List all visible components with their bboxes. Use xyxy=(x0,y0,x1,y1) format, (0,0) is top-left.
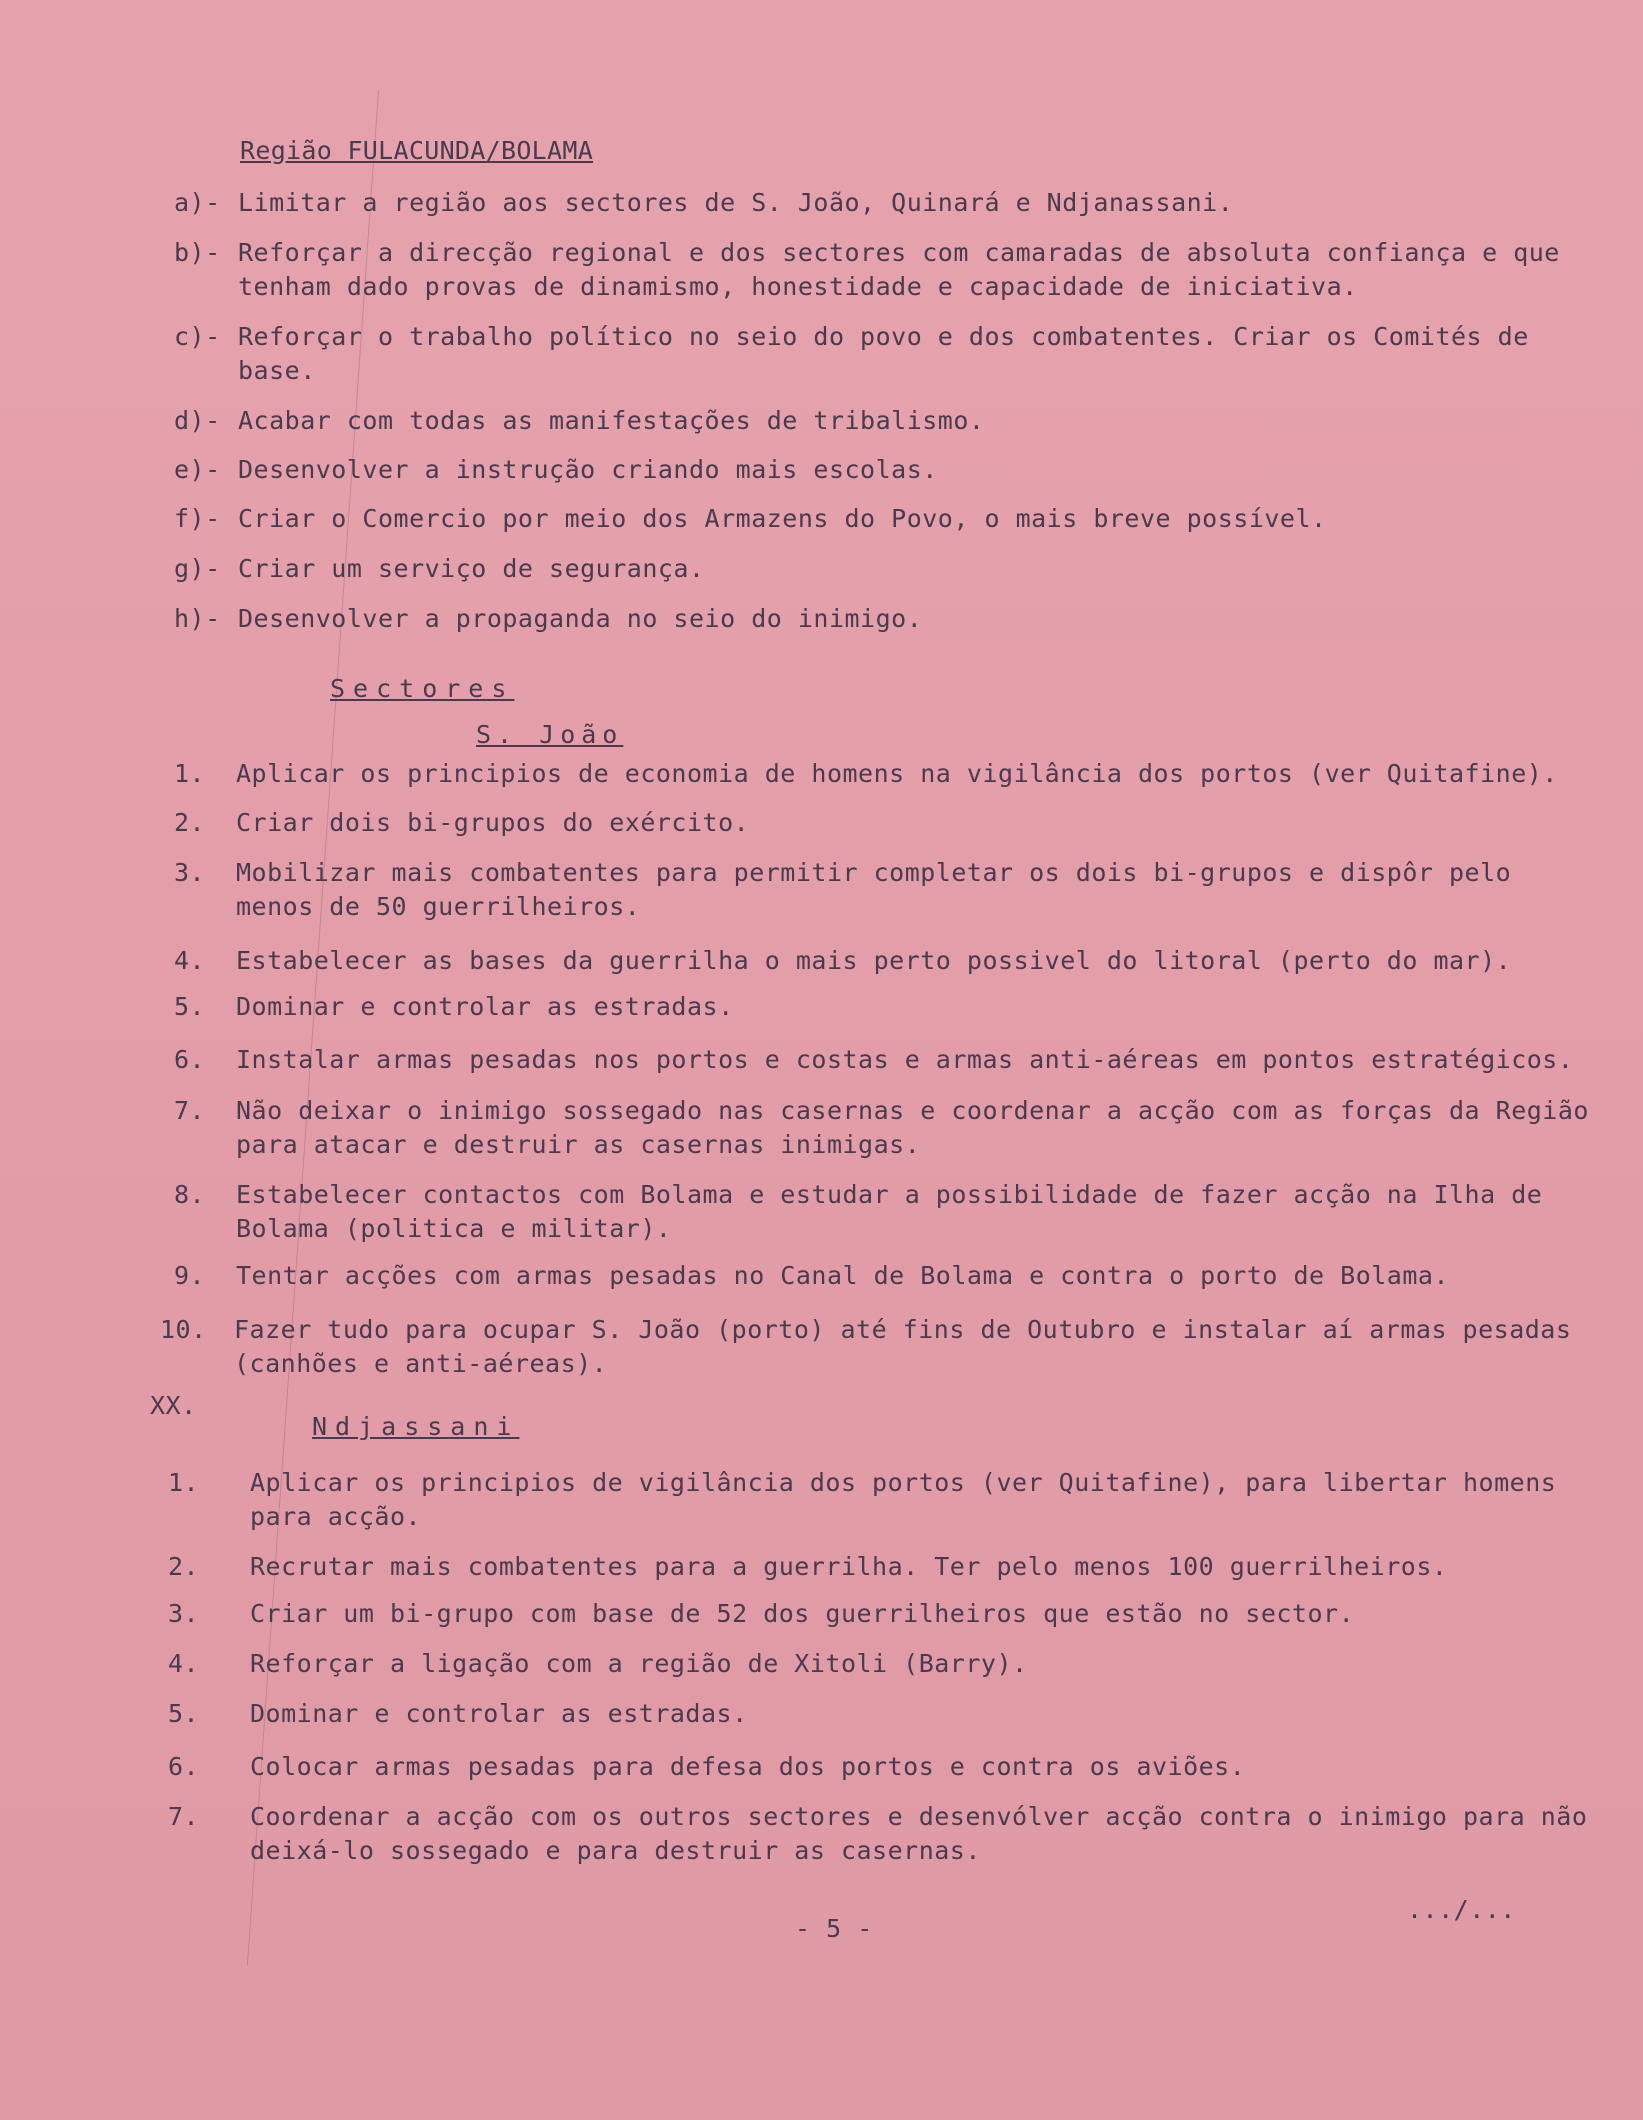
item-text: Acabar com todas as manifestações de tribalismo. xyxy=(238,406,985,435)
region-item-e xyxy=(174,453,1594,487)
item-text: Limitar a região aos sectores de S. João, Quinará e Ndjanassani. xyxy=(238,188,1234,217)
region-item-g xyxy=(174,552,1594,586)
sjoao-item-4 xyxy=(174,944,1594,978)
region-item-f xyxy=(174,502,1594,536)
item-text: Criar dois bi-grupos do exército. xyxy=(236,808,750,837)
continuation-mark: .../... xyxy=(1407,1895,1516,1924)
item-label: 5. xyxy=(168,1699,200,1728)
item-label: 1. xyxy=(174,759,206,788)
item-label: a)- xyxy=(174,188,221,217)
item-text: Instalar armas pesadas nos portos e costas e armas anti-aéreas em pontos estratégicos. xyxy=(236,1045,1574,1074)
item-text: Recrutar mais combatentes para a guerrilha. Ter pelo menos 100 guerrilheiros. xyxy=(250,1552,1448,1581)
ndjassani-item-1 xyxy=(168,1466,1594,1534)
item-text: Dominar e controlar as estradas. xyxy=(250,1699,748,1728)
sjoao-item-5 xyxy=(174,990,1594,1024)
sjoao-item-7 xyxy=(174,1094,1594,1162)
item-label: f)- xyxy=(174,504,221,533)
item-label: 4. xyxy=(168,1649,200,1678)
sjoao-item-2 xyxy=(174,806,1594,840)
item-text: Colocar armas pesadas para defesa dos portos e contra os aviões. xyxy=(250,1752,1246,1781)
item-label: 2. xyxy=(168,1552,200,1581)
ndjassani-item-5 xyxy=(168,1697,1594,1731)
item-label: d)- xyxy=(174,406,221,435)
item-text: Criar o Comercio por meio dos Armazens do Povo, o mais breve possível. xyxy=(238,504,1327,533)
sjoao-item-1 xyxy=(174,757,1594,791)
sjoao-item-6 xyxy=(174,1043,1594,1077)
item-label: c)- xyxy=(174,322,221,351)
section-marker: XX. xyxy=(150,1391,197,1420)
item-label: e)- xyxy=(174,455,221,484)
region-item-d xyxy=(174,404,1594,438)
sector-sjoao-heading: S. João xyxy=(476,720,624,749)
item-text: Dominar e controlar as estradas. xyxy=(236,992,734,1021)
item-text: Não deixar o inimigo sossegado nas casernas e coordenar a acção com as forças da Região para atacar e destruir as casernas inimigas. xyxy=(236,1096,1589,1159)
item-text: Tentar acções com armas pesadas no Canal de Bolama e contra o porto de Bolama. xyxy=(236,1261,1449,1290)
item-label: g)- xyxy=(174,554,221,583)
region-title: Região FULACUNDA/BOLAMA xyxy=(240,136,594,165)
item-text: Desenvolver a propaganda no seio do inimigo. xyxy=(238,604,923,633)
page-number: - 5 - xyxy=(795,1914,873,1943)
item-text: Mobilizar mais combatentes para permitir completar os dois bi-grupos e dispôr pelo menos de 50 guerrilheiros. xyxy=(236,858,1512,921)
item-text: Reforçar a ligação com a região de Xitoli (Barry). xyxy=(250,1649,1028,1678)
item-label: 6. xyxy=(168,1752,200,1781)
item-text: Criar um serviço de segurança. xyxy=(238,554,705,583)
item-label: 4. xyxy=(174,946,206,975)
item-text: Estabelecer as bases da guerrilha o mais perto possivel do litoral (perto do mar). xyxy=(236,946,1512,975)
sjoao-item-3 xyxy=(174,856,1594,924)
item-text: Coordenar a acção com os outros sectores e desenvólver acção contra o inimigo para não deixá-lo sossegado e para destruir as casernas. xyxy=(250,1802,1588,1865)
item-text: Criar um bi-grupo com base de 52 dos guerrilheiros que estão no sector. xyxy=(250,1599,1355,1628)
item-text: Aplicar os principios de economia de homens na vigilância dos portos (ver Quitafine). xyxy=(236,759,1558,788)
item-text: Desenvolver a instrução criando mais escolas. xyxy=(238,455,938,484)
sjoao-item-9 xyxy=(174,1259,1594,1293)
sectores-heading: Sectores xyxy=(330,674,515,703)
item-label: b)- xyxy=(174,238,221,267)
item-label: 7. xyxy=(168,1802,200,1831)
item-label: 3. xyxy=(168,1599,200,1628)
item-label: 3. xyxy=(174,858,206,887)
region-item-h xyxy=(174,602,1594,636)
ndjassani-item-6 xyxy=(168,1750,1594,1784)
ndjassani-item-2 xyxy=(168,1550,1594,1584)
region-item-a xyxy=(174,186,1594,220)
region-item-b xyxy=(174,236,1594,304)
item-text: Estabelecer contactos com Bolama e estudar a possibilidade de fazer acção na Ilha de Bolama (politica e militar). xyxy=(236,1180,1543,1243)
item-label: 7. xyxy=(174,1096,206,1125)
item-label: 6. xyxy=(174,1045,206,1074)
sjoao-item-10 xyxy=(160,1313,1594,1381)
region-item-c xyxy=(174,320,1594,388)
item-label: 10. xyxy=(160,1315,207,1344)
item-label: 5. xyxy=(174,992,206,1021)
item-text: Aplicar os principios de vigilância dos portos (ver Quitafine), para libertar homens para acção. xyxy=(250,1468,1557,1531)
ndjassani-item-3 xyxy=(168,1597,1594,1631)
sjoao-item-8 xyxy=(174,1178,1594,1246)
item-label: 9. xyxy=(174,1261,206,1290)
item-label: 2. xyxy=(174,808,206,837)
item-label: h)- xyxy=(174,604,221,633)
ndjassani-item-4 xyxy=(168,1647,1594,1681)
ndjassani-item-7 xyxy=(168,1800,1594,1868)
item-label: 1. xyxy=(168,1468,200,1497)
item-text: Reforçar o trabalho político no seio do povo e dos combatentes. Criar os Comités de base. xyxy=(238,322,1529,385)
item-text: Reforçar a direcção regional e dos sectores com camaradas de absoluta confiança e que tenham dado provas de dinamismo, honestidade e capacidade de iniciativa. xyxy=(238,238,1560,301)
item-label: 8. xyxy=(174,1180,206,1209)
sector-ndjassani-heading: Ndjassani xyxy=(312,1412,520,1441)
item-text: Fazer tudo para ocupar S. João (porto) até fins de Outubro e instalar aí armas pesadas (canhões e anti-aéreas). xyxy=(234,1315,1572,1378)
